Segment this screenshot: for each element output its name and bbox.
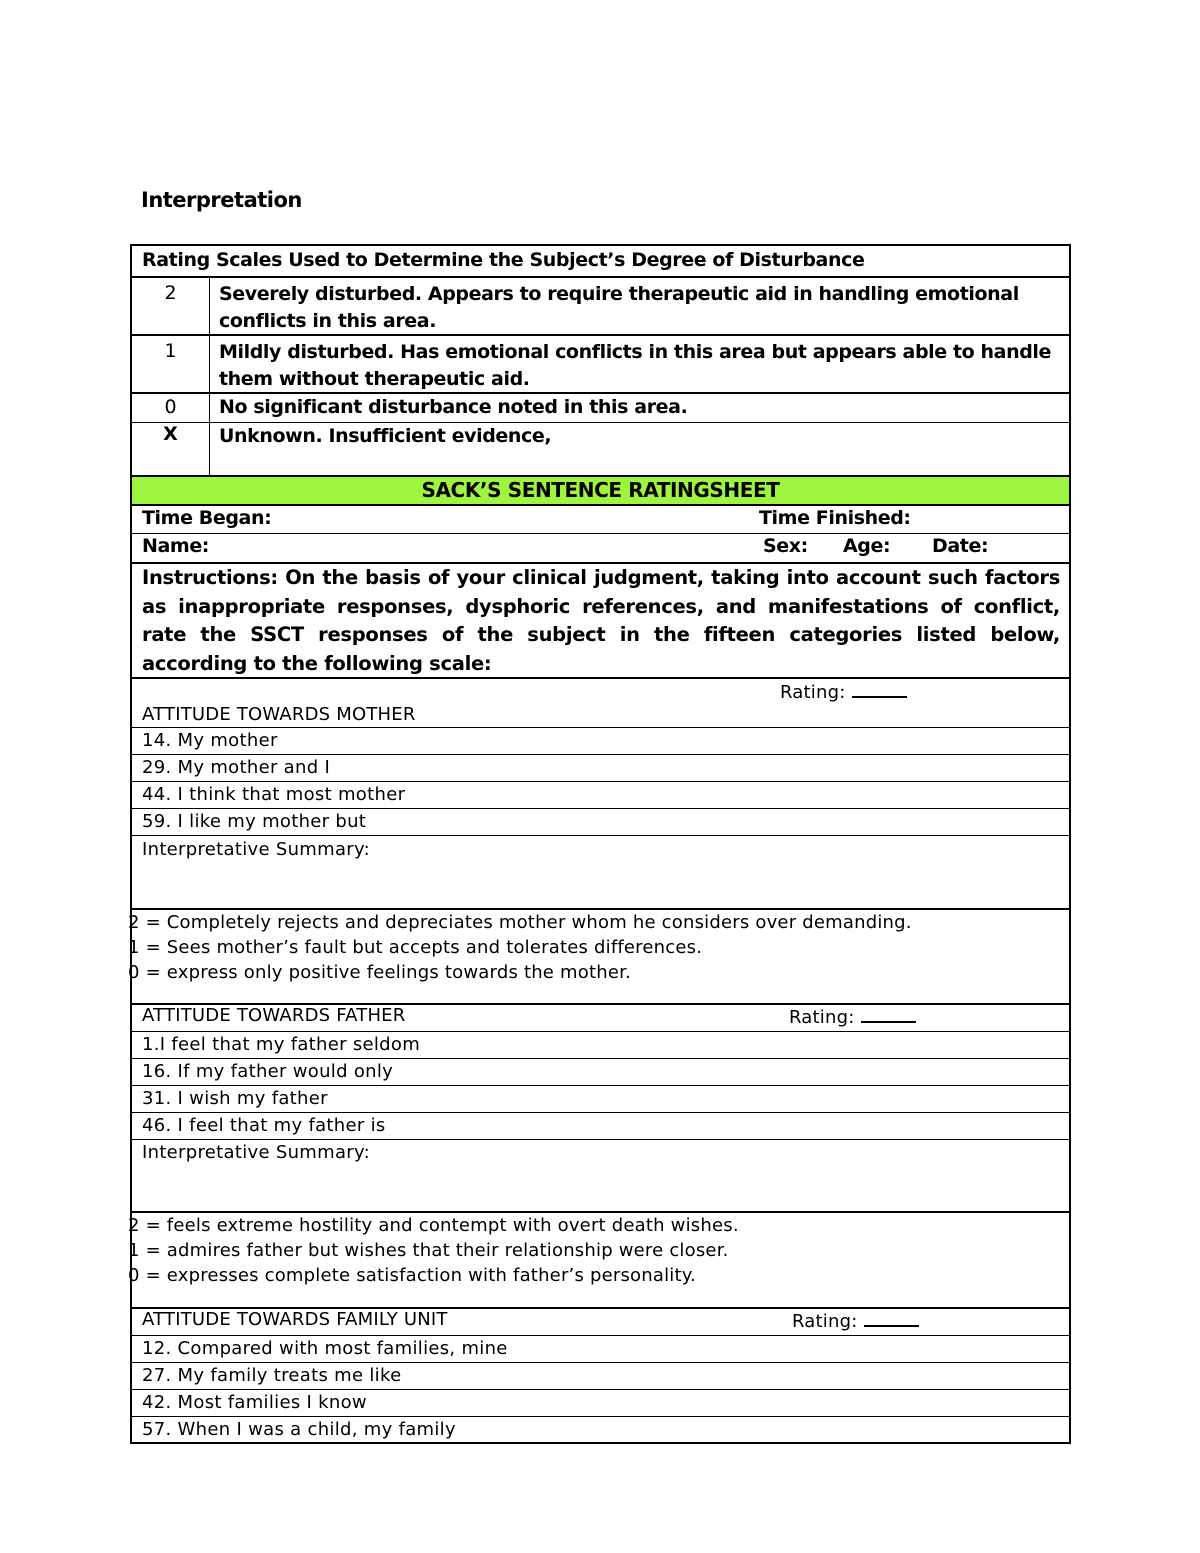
family-rating	[792, 1309, 919, 1332]
name-label: Name:	[142, 535, 210, 557]
scale-description: Mildly disturbed. Has emotional conflicts in this area but appears able to handle them without therapeutic aid.	[219, 341, 1051, 390]
rating-scale-title-row	[132, 246, 1069, 278]
father-rating-blank[interactable]	[861, 1005, 916, 1023]
family-rating-label: Rating:	[792, 1311, 858, 1332]
sentence-item: 1.I feel that my father seldom	[132, 1032, 1069, 1059]
age-label: Age:	[843, 535, 891, 557]
time-finished-label: Time Finished:	[759, 507, 911, 529]
family-section-header	[132, 1309, 1069, 1336]
father-section-title: ATTITUDE TOWARDS FATHER	[142, 1005, 406, 1026]
scale-row	[132, 278, 1069, 336]
sentence-item: 29. My mother and I	[132, 755, 1069, 782]
scale-row	[132, 394, 1069, 423]
scale-description: Unknown. Insufficient evidence,	[219, 425, 552, 447]
father-rating-label: Rating:	[789, 1007, 855, 1028]
sentence-item: 12. Compared with most families, mine	[132, 1336, 1069, 1363]
mother-criteria	[128, 910, 1069, 1005]
sentence-item: 57. When I was a child, my family	[132, 1417, 1069, 1444]
sentence-item: 44. I think that most mother	[132, 782, 1069, 809]
instructions: Instructions: On the basis of your clinical judgment, taking into account such factors as inappropriate responses, dysphoric references, and manifestations of conflict, rate the SSCT responses of the subject in the fifteen categories listed below, according to the following scale:	[132, 564, 1069, 679]
sentence-item: 59. I like my mother but	[132, 809, 1069, 836]
criteria-line: 0 = expresses complete satisfaction with father’s personality.	[128, 1265, 696, 1286]
mother-section-title: ATTITUDE TOWARDS MOTHER	[142, 704, 416, 725]
sentence-item: 31. I wish my father	[132, 1086, 1069, 1113]
sentence-item: 14. My mother	[132, 728, 1069, 755]
scale-row	[132, 336, 1069, 394]
mother-section-header	[132, 679, 1069, 728]
scale-code: 0	[132, 394, 210, 422]
rating-form	[130, 244, 1071, 1444]
sex-label: Sex:	[763, 535, 808, 557]
mother-rating	[780, 680, 907, 703]
mother-summary	[132, 836, 1069, 910]
sentence-item: 27. My family treats me like	[132, 1363, 1069, 1390]
criteria-line: 0 = express only positive feelings towards the mother.	[128, 962, 631, 983]
scale-code: X	[132, 423, 210, 475]
scale-row	[132, 423, 1069, 477]
criteria-line: 2 = feels extreme hostility and contempt with overt death wishes.	[128, 1215, 739, 1236]
father-section-header	[132, 1005, 1069, 1032]
criteria-line: 2 = Completely rejects and depreciates mother whom he considers over demanding.	[128, 912, 912, 933]
father-summary-label: Interpretative Summary:	[142, 1142, 370, 1163]
sheet-title: SACK’S SENTENCE RATINGSHEET	[132, 477, 1069, 506]
father-criteria	[128, 1213, 1069, 1309]
time-row	[132, 506, 1069, 534]
page-heading: Interpretation	[141, 188, 302, 212]
criteria-line: 1 = Sees mother’s fault but accepts and tolerates differences.	[128, 937, 703, 958]
criteria-line: 1 = admires father but wishes that their relationship were closer.	[128, 1240, 729, 1261]
rating-scale-title: Rating Scales Used to Determine the Subject’s Degree of Disturbance	[142, 249, 865, 271]
sentence-item: 42. Most families I know	[132, 1390, 1069, 1417]
mother-rating-blank[interactable]	[852, 680, 907, 698]
scale-description: No significant disturbance noted in this area.	[219, 396, 688, 418]
family-rating-blank[interactable]	[864, 1309, 919, 1327]
scale-code: 2	[132, 278, 210, 334]
family-section-title: ATTITUDE TOWARDS FAMILY UNIT	[142, 1309, 448, 1330]
time-began-label: Time Began:	[142, 507, 272, 529]
mother-summary-label: Interpretative Summary:	[142, 839, 370, 860]
father-summary	[132, 1140, 1069, 1213]
sentence-item: 16. If my father would only	[132, 1059, 1069, 1086]
scale-code: 1	[132, 336, 210, 392]
mother-rating-label: Rating:	[780, 682, 846, 703]
scale-description: Severely disturbed. Appears to require therapeutic aid in handling emotional conflicts in this area.	[219, 283, 1019, 332]
date-label: Date:	[932, 535, 989, 557]
sentence-item: 46. I feel that my father is	[132, 1113, 1069, 1140]
father-rating	[789, 1005, 916, 1028]
subject-row	[132, 534, 1069, 564]
